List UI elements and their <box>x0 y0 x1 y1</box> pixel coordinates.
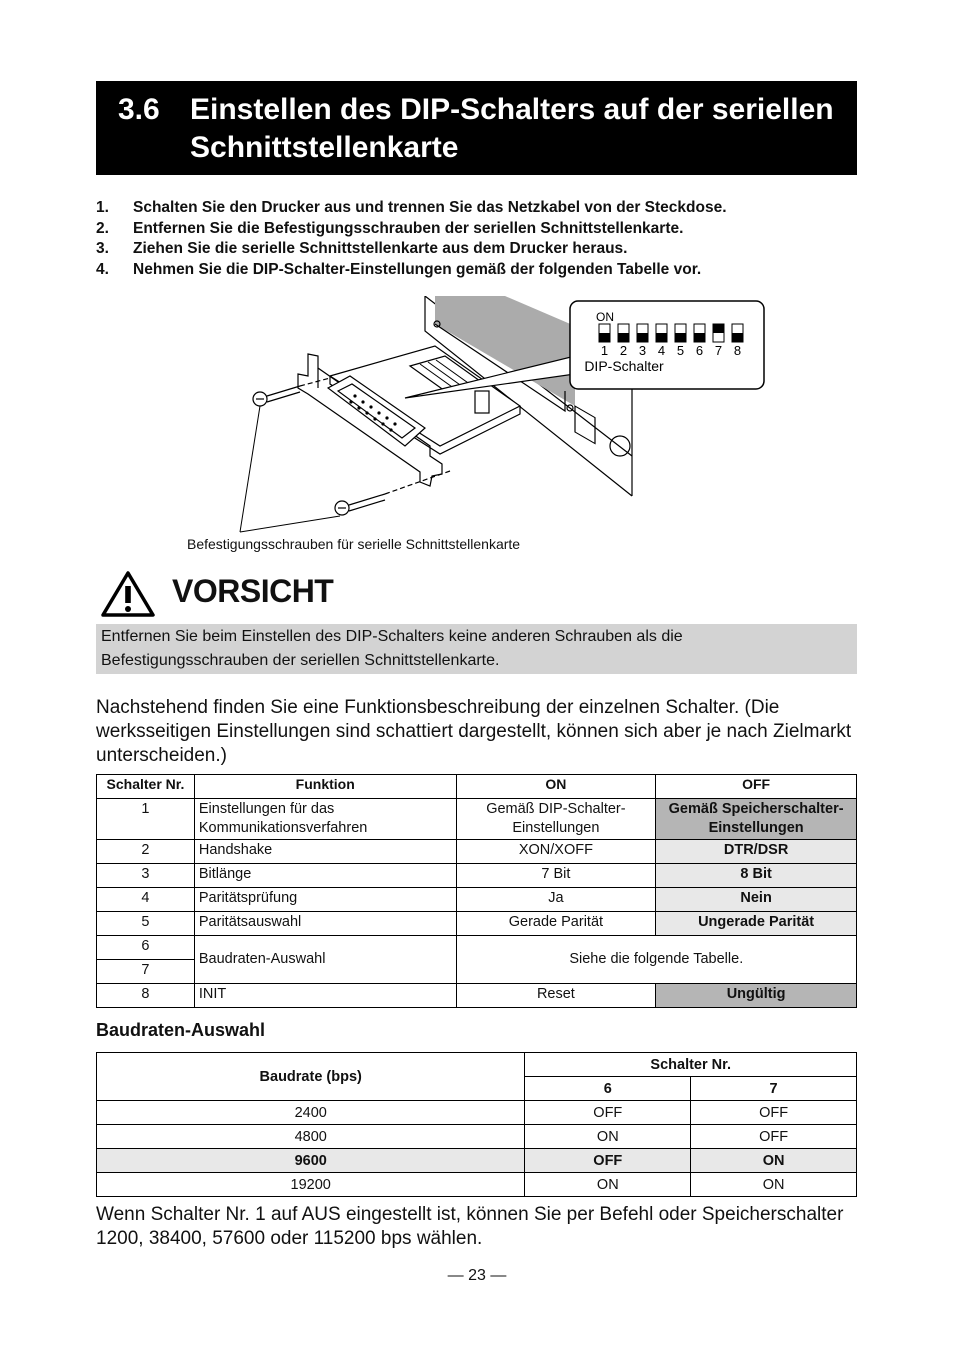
footnote-paragraph: Wenn Schalter Nr. 1 auf AUS eingestellt ist, können Sie per Befehl oder Speicherschalter 1200, 38400, 57600 oder 115200 bps wählen. <box>96 1204 844 1249</box>
header-on: ON <box>456 775 656 799</box>
off-cell: Nein <box>656 888 857 912</box>
table-row <box>97 1101 857 1125</box>
table-header-row <box>97 1053 857 1077</box>
switch-nr-cell: 4 <box>97 888 195 912</box>
switch-nr-cell: 7 <box>97 960 195 984</box>
switch-nr-cell: 2 <box>97 840 195 864</box>
step-item <box>96 260 866 281</box>
section-title-bar <box>96 81 857 175</box>
step-number: 1. <box>96 199 109 216</box>
step-text: Entfernen Sie die Befestigungsschrauben der seriellen Schnittstellenkarte. <box>133 219 684 237</box>
table-row <box>97 840 857 864</box>
table-row <box>97 936 857 960</box>
switch-6-cell: ON <box>525 1173 691 1197</box>
function-cell: Handshake <box>194 840 456 864</box>
baud-cell: 9600 <box>97 1149 525 1173</box>
header-off: OFF <box>656 775 857 799</box>
dip-switch-knob <box>656 333 667 342</box>
section-title: Einstellen des DIP-Schalters auf der seriellen Schnittstellenkarte <box>190 93 834 164</box>
step-item <box>96 198 866 219</box>
intro-paragraph: Nachstehend finden Sie eine Funktionsbeschreibung der einzelnen Schalter. (Die werksseitigen Einstellungen sind schattiert dargestellt, können sich aber je nach Zielmarkt unterscheiden.) <box>96 697 852 766</box>
step-number: 2. <box>96 219 109 237</box>
table-row <box>97 888 857 912</box>
step-item <box>96 219 866 240</box>
header-switch-6: 6 <box>525 1077 691 1101</box>
switch-nr-cell: 1 <box>97 799 195 840</box>
section-number: 3.6 <box>118 93 160 126</box>
header-switch-nr: Schalter Nr. <box>97 775 195 799</box>
switch-7-cell: ON <box>691 1173 857 1197</box>
dip-switch-knob <box>694 333 705 342</box>
baud-cell: 2400 <box>97 1101 525 1125</box>
table-header-row <box>97 775 857 799</box>
off-cell: Ungerade Parität <box>656 912 857 936</box>
dip-on-label: ON <box>596 310 614 324</box>
header-switch-nr: Schalter Nr. <box>525 1053 857 1077</box>
switch-7-cell: OFF <box>691 1101 857 1125</box>
function-cell: Einstellungen für das Kommunikationsverfahren <box>194 799 456 840</box>
switch-6-cell: ON <box>525 1125 691 1149</box>
switch-nr-cell: 5 <box>97 912 195 936</box>
on-cell: Gerade Parität <box>456 912 656 936</box>
page-number: — 23 — <box>447 1267 507 1284</box>
function-cell: Bitlänge <box>194 864 456 888</box>
switch-nr-cell: 3 <box>97 864 195 888</box>
instruction-steps <box>96 198 866 280</box>
on-cell: Ja <box>456 888 656 912</box>
off-cell: 8 Bit <box>656 864 857 888</box>
table-row <box>97 984 857 1008</box>
header-function: Funktion <box>194 775 456 799</box>
step-text: Schalten Sie den Drucker aus und trennen Sie das Netzkabel von der Steckdose. <box>133 199 727 216</box>
interface-card-illustration <box>180 296 780 561</box>
dip-switch-knob <box>675 333 686 342</box>
dip-switch-knob <box>618 333 629 342</box>
baud-cell: 4800 <box>97 1125 525 1149</box>
step-number: 4. <box>96 260 109 278</box>
table-row <box>97 1173 857 1197</box>
warning-text: Entfernen Sie beim Einstellen des DIP-Schalters keine anderen Schrauben als die Befestigungsschrauben der seriellen Schnittstellenkarte. <box>96 624 857 674</box>
dip-switch-knob <box>599 333 610 342</box>
dip-switch-knob <box>732 333 743 342</box>
function-cell: INIT <box>194 984 456 1008</box>
dip-switch-knob <box>637 333 648 342</box>
switch-function-table <box>96 774 857 1008</box>
dip-switch-number: 7 <box>714 343 723 358</box>
function-cell: Paritätsprüfung <box>194 888 456 912</box>
on-cell: 7 Bit <box>456 864 656 888</box>
baud-rate-table <box>96 1052 857 1197</box>
header-switch-7: 7 <box>691 1077 857 1101</box>
step-item <box>96 239 866 260</box>
baud-rate-heading: Baudraten-Auswahl <box>96 1020 266 1040</box>
table-row <box>97 912 857 936</box>
switch-6-cell: OFF <box>525 1101 691 1125</box>
function-cell: Baudraten-Auswahl <box>194 936 456 984</box>
switch-nr-cell: 8 <box>97 984 195 1008</box>
warning-triangle-icon <box>100 570 156 618</box>
dip-switch-knob <box>713 324 724 333</box>
dip-switch-number: 6 <box>695 343 704 358</box>
table-row <box>97 799 857 840</box>
switch-7-cell: ON <box>691 1149 857 1173</box>
off-cell: Gemäß Speicherschalter-Einstellungen <box>656 799 857 840</box>
warning-title: VORSICHT <box>172 573 334 609</box>
step-text: Ziehen Sie die serielle Schnittstellenkarte aus dem Drucker heraus. <box>133 240 628 257</box>
on-cell: Reset <box>456 984 656 1008</box>
off-cell: Ungültig <box>656 984 857 1008</box>
switch-nr-cell: 6 <box>97 936 195 960</box>
switch-7-cell: OFF <box>691 1125 857 1149</box>
table-row <box>97 1149 857 1173</box>
dip-switch-number: 2 <box>619 343 628 358</box>
baud-cell: 19200 <box>97 1173 525 1197</box>
function-cell: Paritätsauswahl <box>194 912 456 936</box>
on-cell: Gemäß DIP-Schalter-Einstellungen <box>456 799 656 840</box>
dip-switch-number: 8 <box>733 343 742 358</box>
on-off-cell: Siehe die folgende Tabelle. <box>456 936 856 984</box>
switch-6-cell: OFF <box>525 1149 691 1173</box>
dip-switch-number: 1 <box>600 343 609 358</box>
table-row <box>97 1125 857 1149</box>
dip-switch-label: DIP-Schalter <box>584 358 664 374</box>
dip-switch-number: 5 <box>676 343 685 358</box>
off-cell: DTR/DSR <box>656 840 857 864</box>
dip-switch-number: 3 <box>638 343 647 358</box>
figure-caption: Befestigungsschrauben für serielle Schnittstellenkarte <box>187 536 521 552</box>
on-cell: XON/XOFF <box>456 840 656 864</box>
dip-switch-number: 4 <box>657 343 666 358</box>
table-row <box>97 864 857 888</box>
header-baud-rate: Baudrate (bps) <box>97 1053 525 1101</box>
step-text: Nehmen Sie die DIP-Schalter-Einstellungen gemäß der folgenden Tabelle vor. <box>133 260 702 278</box>
step-number: 3. <box>96 240 109 257</box>
